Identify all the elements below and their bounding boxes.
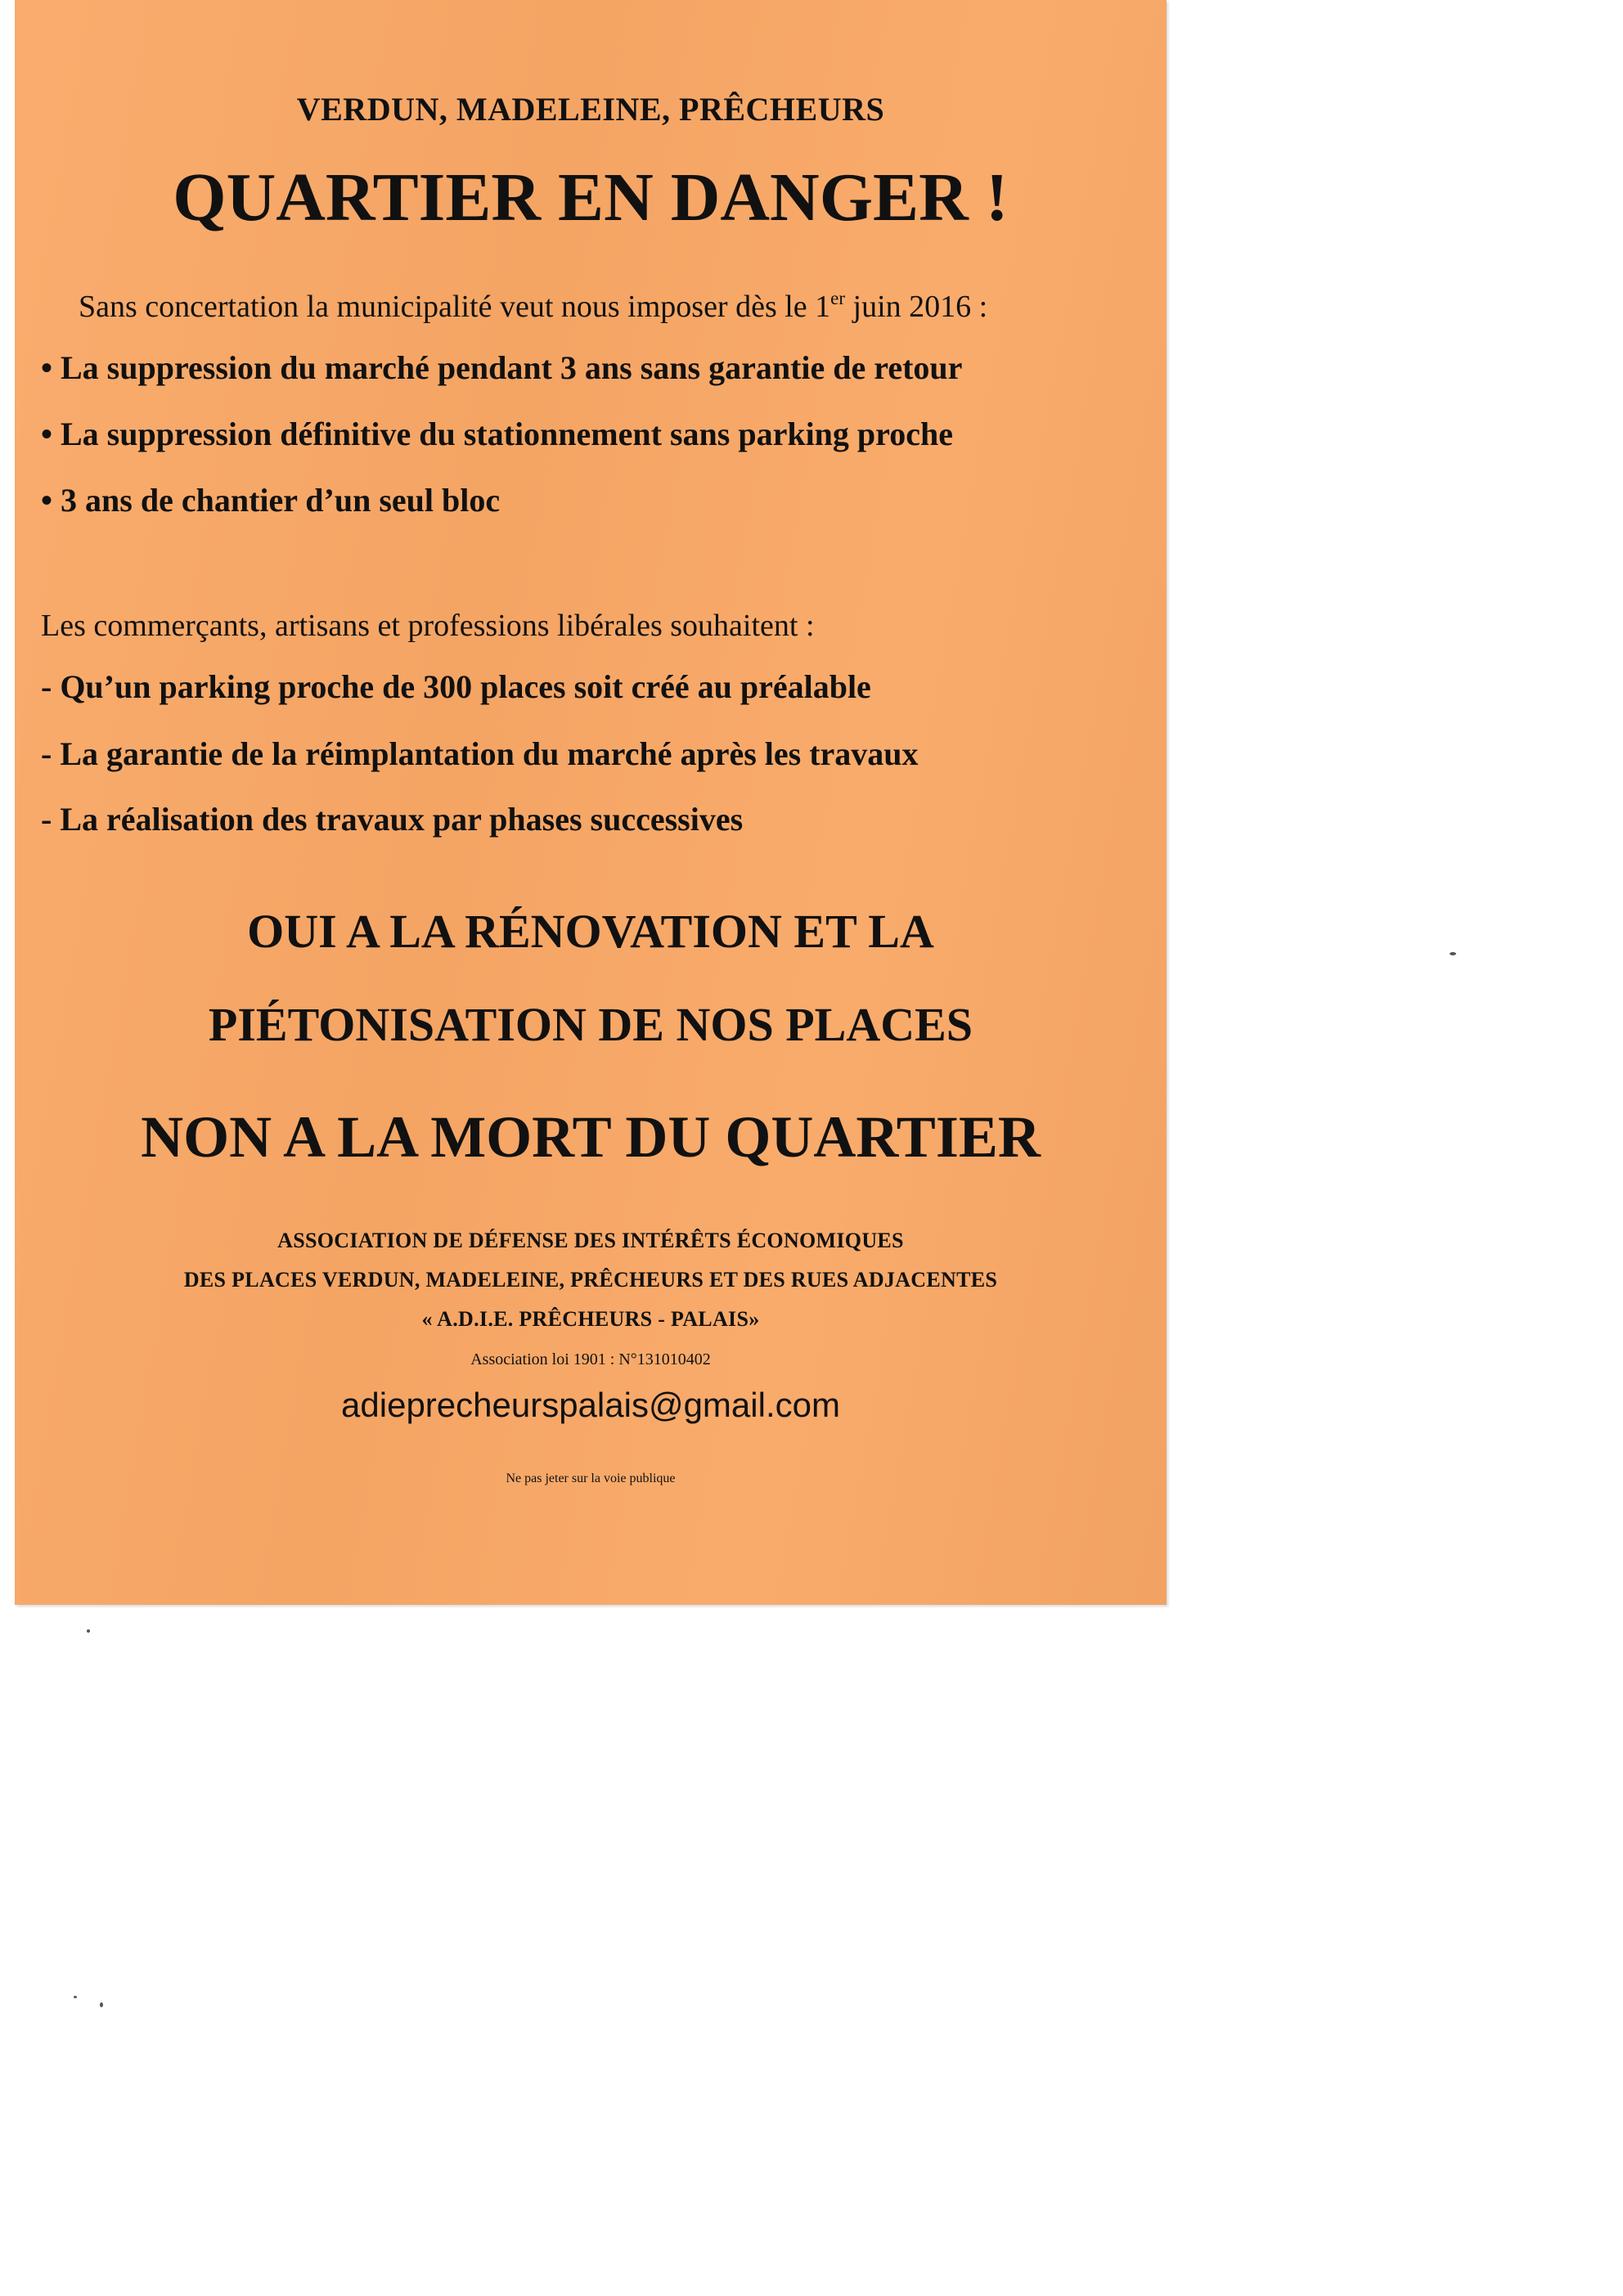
scan-speck bbox=[100, 2002, 103, 2007]
scan-speck bbox=[74, 1996, 77, 1998]
contact-email: adieprecheurspalais@gmail.com bbox=[341, 1386, 840, 1424]
association-acronym: « A.D.I.E. PRÊCHEURS - PALAIS» bbox=[421, 1307, 760, 1331]
slogan-yes-line-1: OUI A LA RÉNOVATION ET LA bbox=[247, 905, 934, 958]
wish-item: - Qu’un parking proche de 300 places soit créé au préalable bbox=[41, 668, 871, 705]
main-headline: QUARTIER EN DANGER ! bbox=[173, 160, 1009, 236]
wish-item: - La réalisation des travaux par phases successives bbox=[41, 801, 744, 838]
intro-sentence bbox=[79, 288, 988, 324]
kicker-heading: VERDUN, MADELEINE, PRÊCHEURS bbox=[296, 91, 885, 128]
bullet-item: • La suppression définitive du stationnement sans parking proche bbox=[41, 416, 953, 452]
slogan-yes-line-2: PIÉTONISATION DE NOS PLACES bbox=[208, 998, 973, 1051]
intro-superscript: er bbox=[830, 288, 846, 308]
association-name-line: DES PLACES VERDUN, MADELEINE, PRÊCHEURS ET DES RUES ADJACENTES bbox=[183, 1268, 998, 1292]
intro-text-start: Sans concertation la municipalité veut nous imposer dès le 1 bbox=[79, 290, 831, 324]
scan-speck bbox=[87, 1629, 90, 1633]
slogan-no: NON A LA MORT DU QUARTIER bbox=[141, 1104, 1041, 1170]
bullet-item: • La suppression du marché pendant 3 ans sans garantie de retour bbox=[41, 349, 963, 386]
wishes-intro: Les commerçants, artisans et professions libérales souhaitent : bbox=[41, 609, 815, 643]
bullet-item: • 3 ans de chantier d’un seul bloc bbox=[41, 482, 501, 519]
association-name-line: ASSOCIATION DE DÉFENSE DES INTÉRÊTS ÉCONOMIQUES bbox=[277, 1229, 904, 1252]
footer-note: Ne pas jeter sur la voie publique bbox=[506, 1472, 676, 1485]
wish-item: - La garantie de la réimplantation du marché après les travaux bbox=[41, 735, 919, 772]
legal-registration: Association loi 1901 : N°131010402 bbox=[470, 1350, 711, 1368]
flyer-sheet bbox=[15, 0, 1167, 1605]
scan-speck bbox=[1450, 952, 1456, 955]
intro-text-end: juin 2016 : bbox=[845, 290, 988, 324]
